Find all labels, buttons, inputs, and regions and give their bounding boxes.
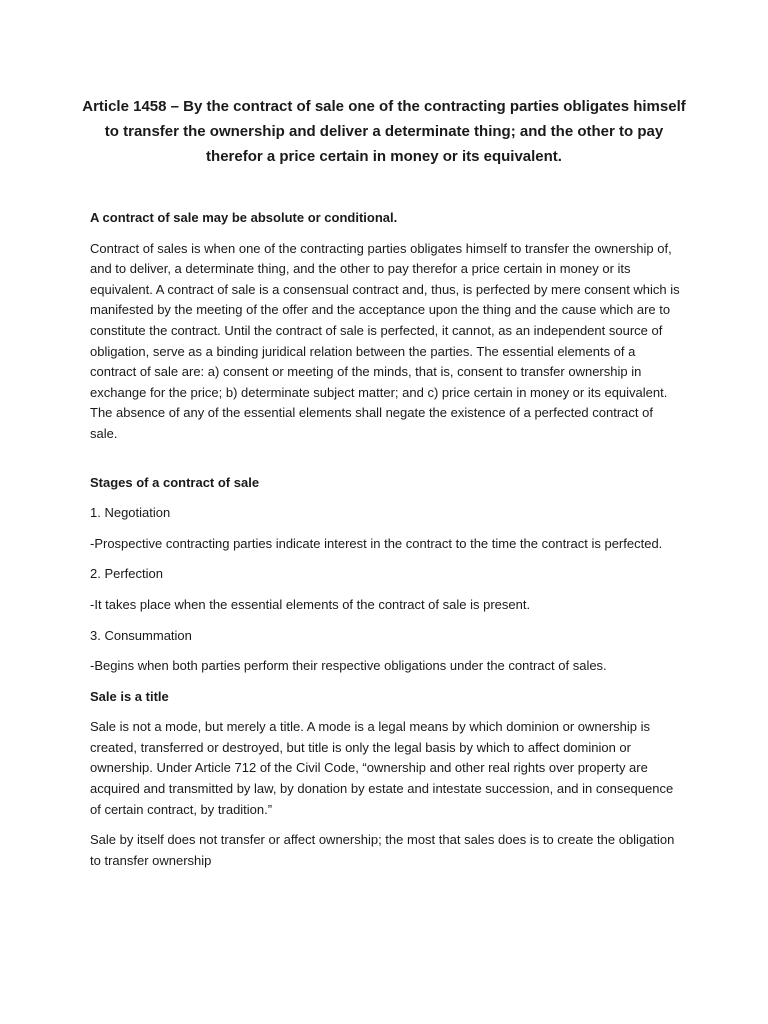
article-title: Article 1458 – By the contract of sale one of the contracting parties obligates himself to transfer the ownership and deliver a determinate thing; and the other to pay therefor a price certain in money or its equivalent.: [82, 98, 686, 165]
stage-description: -Begins when both parties perform their respective obligations under the contract of sales.: [90, 658, 607, 674]
heading-sale-is-title: Sale is a title: [90, 688, 169, 704]
paragraph-definition: Contract of sales is when one of the contracting parties obligates himself to transfer the ownership of, and to deliver, a determinate thing, and the other to pay therefor a price certain in money or its equivalent. A contract of sale is a consensual contract and, thus, is perfected by mere consent which is manifested by the meeting of the offer and the acceptance upon the thing and the cause which are to constitute the contract. Until the contract of sale is perfected, it cannot, as an independent source of obligation, serve as a binding juridical relation between the parties. The essential elements of a contract of sale are: a) consent or meeting of the minds, that is, consent to transfer ownership in exchange for the price; b) determinate subject matter; and c) price certain in money or its equivalent. The absence of any of the essential elements shall negate the existence of a perfected contract of sale.: [90, 240, 680, 441]
stage-label: 1. Negotiation: [90, 505, 171, 521]
heading-absolute-conditional: A contract of sale may be absolute or conditional.: [90, 210, 398, 225]
paragraph-ownership-obligation: Sale by itself does not transfer or affect ownership; the most that sales does is to create the obligation to transfer ownership: [90, 832, 675, 868]
stage-description: -Prospective contracting parties indicate interest in the contract to the time the contract is perfected.: [90, 535, 663, 551]
stage-label: 3. Consummation: [90, 627, 192, 643]
document-body: [90, 208, 680, 881]
paragraph-mode-vs-title: Sale is not a mode, but merely a title. A mode is a legal means by which dominion or ownership is created, transferred or destroyed, but title is only the legal basis by which to affect dominion or ownership. Under Article 712 of the Civil Code, “ownership and other real rights over property are acquired and transmitted by law, by donation by estate and intestate succession, and in consequence of certain contract, by tradition.”: [90, 719, 674, 817]
stage-description: -It takes place when the essential elements of the contract of sale is present.: [90, 596, 531, 612]
heading-stages: Stages of a contract of sale: [90, 474, 260, 490]
stage-label: 2. Perfection: [90, 566, 163, 582]
